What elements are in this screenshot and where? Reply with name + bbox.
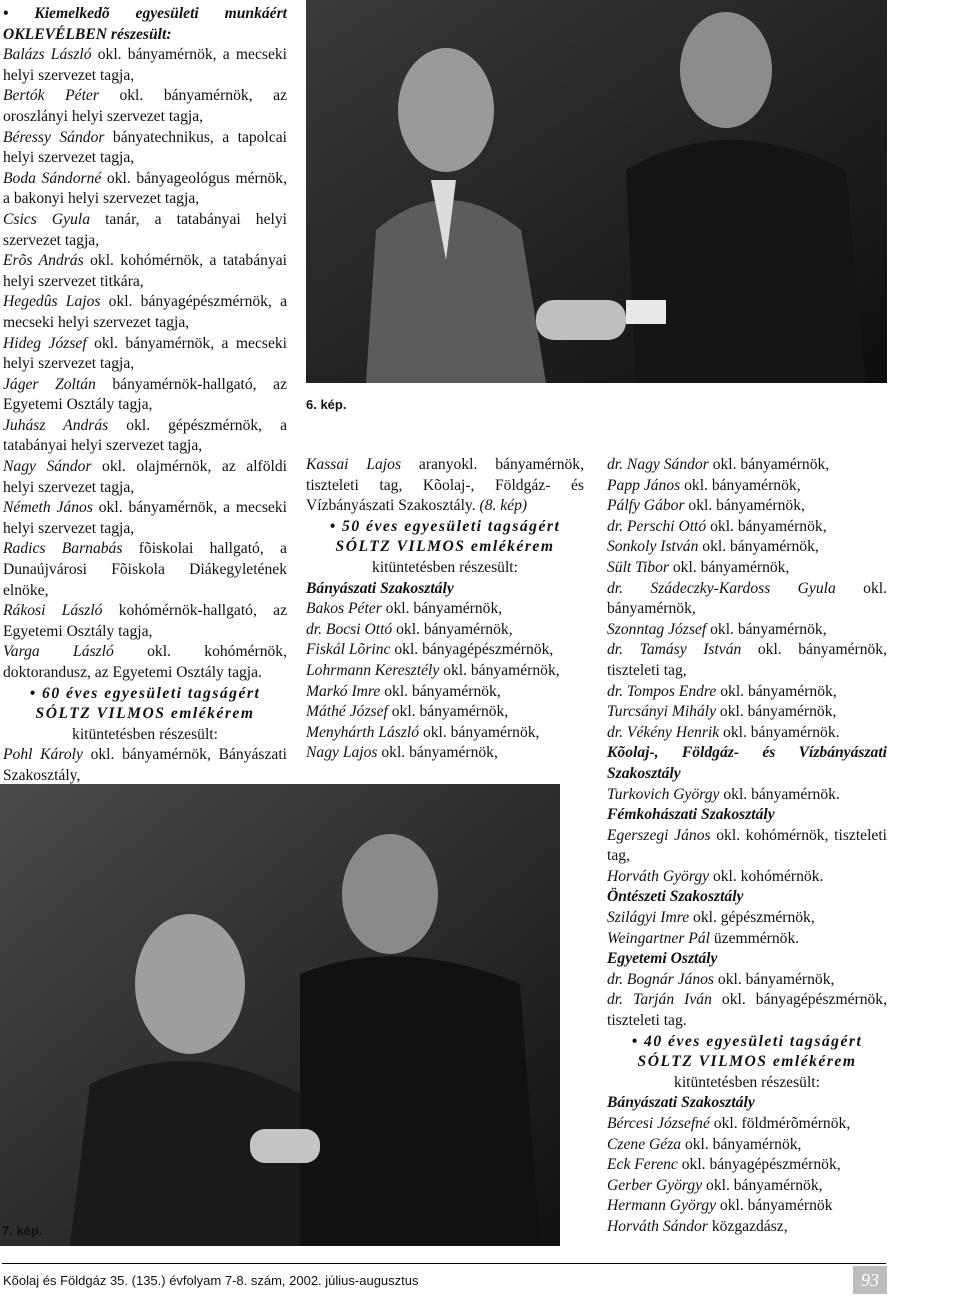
section-heading-text: Öntészeti Szakosztály — [607, 888, 744, 906]
person-name: dr. Nagy Sándor — [607, 456, 709, 473]
person-name: Szilágyi Imre — [607, 909, 690, 927]
person-name: Hermann György — [607, 1197, 716, 1215]
footer-journal-info: Kõolaj és Földgáz 35. (135.) évfolyam 7-8. szám, 2002. július-augusztus — [3, 1273, 419, 1288]
award-heading-rest: kitüntetésben részesült: — [674, 1073, 820, 1091]
person-description: okl. bányamérnök. — [719, 723, 840, 741]
person-description: okl. bányamérnök, — [387, 703, 509, 721]
award-entry — [3, 745, 287, 786]
person-description: okl. bányamérnök, — [392, 620, 513, 638]
person-description: okl. gépészmérnök, — [689, 909, 815, 927]
section-heading-text: Egyetemi Osztály — [607, 950, 718, 968]
person-name: dr. Szádeczky-Kardoss Gyula — [607, 579, 836, 597]
person-name: Markó Imre — [306, 682, 381, 700]
section-heading — [607, 887, 887, 908]
award-entry — [607, 455, 887, 476]
award-entry — [607, 537, 887, 558]
footer-divider — [2, 1263, 886, 1264]
person-name: Horváth György — [607, 867, 710, 885]
person-description: okl. bányamérnök, — [681, 1135, 802, 1153]
photo-6-caption: 6. kép. — [306, 397, 347, 412]
person-name: Eck Ferenc — [607, 1156, 678, 1174]
person-name: Boda Sándorné — [3, 169, 102, 187]
person-description: okl. bányamérnök, — [380, 682, 501, 700]
section-heading — [3, 684, 287, 746]
text-column-3 — [607, 455, 887, 1238]
text-column-2 — [306, 455, 584, 764]
award-heading: • 60 éves egyesületi tagságért SÓLTZ VILMOS emlékérem — [29, 684, 261, 723]
award-entry — [607, 1176, 887, 1197]
person-name: dr. Perschi Ottó — [607, 517, 707, 535]
person-name: Erõs András — [3, 252, 84, 270]
award-entry — [607, 496, 887, 517]
person-description: okl. bányageológus mérnök, a bakonyi helyi szervezet tagja, — [3, 169, 287, 208]
person-description: okl. bányagépészmérnök, — [677, 1156, 841, 1174]
person-description: tanár, a tatabányai helyi szervezet tagja, — [3, 210, 287, 249]
person-description: bányamérnök-hallgató, az Egyetemi Osztály tagja, — [3, 375, 287, 414]
person-name: dr. Tarján Iván — [607, 991, 712, 1009]
award-entry — [3, 86, 287, 127]
text-column-1 — [3, 4, 287, 787]
person-description: okl. bányamérnök — [716, 1197, 833, 1215]
award-entry — [306, 743, 584, 764]
person-description: bányatechnikus, a tapolcai helyi szervezet tagja, — [3, 128, 287, 167]
person-description: okl. bányamérnök, — [377, 744, 498, 762]
photo-6 — [306, 0, 887, 383]
person-name: Nagy Lajos — [306, 744, 378, 762]
person-description: közgazdász, — [707, 1217, 788, 1235]
person-name: Menyhárth László — [306, 723, 420, 741]
award-entry — [306, 702, 584, 723]
award-entry — [306, 723, 584, 744]
person-name: Szonntag József — [607, 620, 707, 638]
person-name: Kassai Lajos — [306, 456, 402, 473]
award-entry — [607, 908, 887, 929]
section-heading-text: • Kiemelkedõ egyesületi munkáért OKLEVÉLBEN részesült: — [3, 5, 287, 43]
award-entry — [607, 517, 887, 538]
award-entry — [607, 1135, 887, 1156]
award-entry — [607, 640, 887, 681]
person-description: okl. bányamérnök, — [381, 600, 503, 618]
person-description: okl. kohómérnök, doktorandusz, az Egyetemi Osztály tagja. — [3, 643, 288, 681]
award-entry — [306, 640, 584, 661]
person-description: okl. bányamérnök, a mecseki helyi szervezet tagja, — [3, 499, 287, 537]
section-heading — [607, 805, 887, 826]
award-heading: • 40 éves egyesületi tagságért SÓLTZ VILMOS emlékérem — [631, 1032, 863, 1071]
award-entry — [607, 723, 887, 744]
person-description: okl. bányamérnök, a mecseki helyi szervezet tagja, — [3, 334, 287, 373]
person-description: okl. bányamérnök, — [706, 620, 827, 638]
award-entry — [607, 1155, 887, 1176]
award-entry — [607, 476, 887, 497]
person-description: okl. bányamérnök, — [706, 517, 827, 535]
person-description: okl. bányamérnök, — [702, 1176, 823, 1194]
page-number: 93 — [861, 1269, 879, 1290]
person-name: Csics Gyula — [3, 210, 90, 228]
person-name: Juhász András — [3, 416, 109, 434]
award-entry — [607, 682, 887, 703]
award-entry — [306, 455, 584, 517]
person-name: Rákosi László — [3, 602, 103, 620]
person-description: okl. kohómérnök, a tatabányai helyi szervezet titkára, — [3, 252, 287, 290]
award-entry — [607, 929, 887, 950]
person-name: dr. Tompos Endre — [607, 682, 717, 700]
person-name: Máthé József — [306, 703, 388, 721]
person-description: okl. bányamérnök, tiszteleti tag, — [607, 641, 888, 679]
person-description: okl. bányamérnök, — [708, 456, 830, 473]
person-description: okl. bányamérnök, — [439, 661, 560, 679]
person-description: okl. bányamérnök, — [714, 970, 835, 988]
award-entry — [607, 1114, 887, 1135]
person-description: okl. bányamérnök, — [716, 682, 837, 700]
person-name: Sonkoly István — [607, 538, 699, 556]
person-name: Németh János — [3, 499, 93, 517]
person-description: okl. gépészmérnök, a tatabányai helyi szervezet tagja, — [3, 416, 288, 455]
award-entry — [607, 785, 887, 806]
person-name: Nagy Sándor — [3, 458, 92, 476]
award-entry — [3, 210, 287, 251]
photo-7-caption: 7. kép. — [2, 1223, 43, 1238]
award-entry — [607, 620, 887, 641]
award-entry — [607, 1217, 887, 1238]
person-name: Turcsányi Mihály — [607, 703, 717, 721]
person-description: okl. bányamérnök, — [684, 497, 805, 515]
award-entry — [607, 1196, 887, 1217]
award-heading-rest: kitüntetésben részesült: — [72, 725, 218, 743]
award-entry — [3, 642, 287, 683]
person-description: okl. bányamérnök, — [607, 579, 887, 618]
award-entry — [607, 970, 887, 991]
person-name: Fiskál Lõrinc — [306, 641, 391, 659]
award-heading: • 50 éves egyesületi tagságért SÓLTZ VILMOS emlékérem — [329, 517, 561, 556]
award-heading-rest: kitüntetésben részesült: — [372, 558, 518, 576]
person-name: Bércesi Józsefné — [607, 1115, 710, 1132]
award-entry — [3, 416, 287, 457]
award-entry — [3, 292, 287, 333]
award-entry — [607, 579, 887, 620]
person-name: dr. Bognár János — [607, 970, 714, 988]
award-entry — [607, 826, 887, 867]
section-heading-text: Kõolaj-, Földgáz- és Vízbányászati Szakosztály — [607, 744, 887, 782]
person-description: okl. bányamérnök, — [680, 476, 801, 494]
person-description: fõiskolai hallgató, a Dunaújvárosi Fõiskola Diákegyletének elnöke, — [3, 540, 287, 599]
person-name: Pálfy Gábor — [607, 497, 685, 515]
person-description: okl. bányamérnök, Bányászati Szakosztály, — [3, 746, 287, 784]
person-name: Pohl Károly — [3, 746, 83, 764]
person-name: Papp János — [607, 476, 681, 494]
person-name: Hegedûs Lajos — [3, 293, 101, 311]
award-entry — [306, 620, 584, 641]
award-entry — [3, 334, 287, 375]
person-name: Béressy Sándor — [3, 128, 105, 146]
award-entry — [3, 457, 287, 498]
section-heading-text: Bányászati Szakosztály — [306, 579, 454, 597]
award-entry — [3, 375, 287, 416]
section-heading — [306, 579, 584, 600]
page-number-badge — [853, 1266, 887, 1294]
person-description: okl. bányamérnök, — [698, 538, 819, 556]
person-description: üzemmérnök. — [709, 929, 800, 947]
person-name: dr. Bocsi Ottó — [306, 620, 393, 638]
section-heading — [306, 517, 584, 579]
photo-6-image — [306, 0, 887, 383]
person-description: okl. bányamérnök, — [716, 703, 837, 721]
award-entry — [3, 251, 287, 292]
section-heading — [607, 1032, 887, 1094]
person-name: dr. Tamásy István — [607, 641, 742, 659]
photo-reference: (8. kép) — [479, 497, 528, 515]
person-name: Bertók Péter — [3, 87, 99, 105]
photo-7 — [0, 784, 560, 1246]
section-heading — [607, 949, 887, 970]
person-description: okl. bányamérnök. — [719, 785, 840, 803]
person-name: Hideg József — [3, 334, 87, 352]
person-name: Bakos Péter — [306, 600, 382, 618]
person-name: Lohrmann Keresztély — [306, 661, 440, 679]
award-entry — [3, 169, 287, 210]
person-name: Jáger Zoltán — [3, 375, 96, 393]
person-name: Egerszegi János — [607, 826, 711, 844]
award-entry — [3, 498, 287, 539]
person-name: Horváth Sándor — [607, 1217, 708, 1235]
award-entry — [3, 601, 287, 642]
person-description: okl. bányamérnök, — [419, 723, 540, 741]
person-description: okl. bányamérnök, — [668, 558, 790, 576]
award-entry — [306, 599, 584, 620]
person-description: okl. kohómérnök. — [709, 867, 824, 885]
award-entry — [3, 128, 287, 169]
person-description: okl. bányagépészmérnök, a mecseki helyi szervezet tagja, — [3, 293, 287, 331]
person-name: Czene Géza — [607, 1135, 682, 1153]
award-entry — [607, 702, 887, 723]
award-entry — [306, 682, 584, 703]
person-description: okl. bányamérnök, a mecseki helyi szervezet tagja, — [3, 46, 287, 84]
award-entry — [3, 45, 287, 86]
section-heading — [607, 743, 887, 784]
section-heading — [607, 1093, 887, 1114]
person-description: okl. bányamérnök, az oroszlányi helyi szervezet tagja, — [3, 87, 287, 125]
person-name: Weingartner Pál — [607, 929, 710, 947]
person-name: Varga László — [3, 643, 114, 661]
section-heading-text: Bányászati Szakosztály — [607, 1094, 755, 1112]
award-entry — [306, 661, 584, 682]
person-description: aranyokl. bányamérnök, tiszteleti tag, Kõolaj-, Földgáz- és Vízbányászati Szakosztály. — [306, 456, 584, 515]
person-description: okl. bányagépészmérnök, — [390, 641, 554, 659]
person-name: dr. Vékény Henrik — [607, 723, 720, 741]
award-entry — [607, 867, 887, 888]
person-description: okl. kohómérnök, tiszteleti tag, — [607, 826, 888, 865]
award-entry — [607, 558, 887, 579]
section-heading-text: Fémkohászati Szakosztály — [607, 806, 775, 824]
person-description: okl. bányagépészmérnök, tiszteleti tag. — [607, 991, 887, 1030]
person-name: Turkovich György — [607, 785, 720, 803]
person-name: Gerber György — [607, 1176, 703, 1194]
person-description: okl. olajmérnök, az alföldi helyi szervezet tagja, — [3, 458, 287, 496]
person-name: Balázs László — [3, 46, 92, 64]
person-name: Radics Barnabás — [3, 540, 123, 558]
person-description: okl. földmérõmérnök, — [709, 1115, 851, 1132]
award-entry — [3, 539, 287, 601]
section-heading — [3, 4, 287, 45]
person-description: kohómérnök-hallgató, az Egyetemi Osztály tagja, — [3, 602, 287, 640]
award-entry — [607, 990, 887, 1031]
person-name: Sült Tibor — [607, 558, 669, 576]
photo-7-image — [0, 784, 560, 1246]
